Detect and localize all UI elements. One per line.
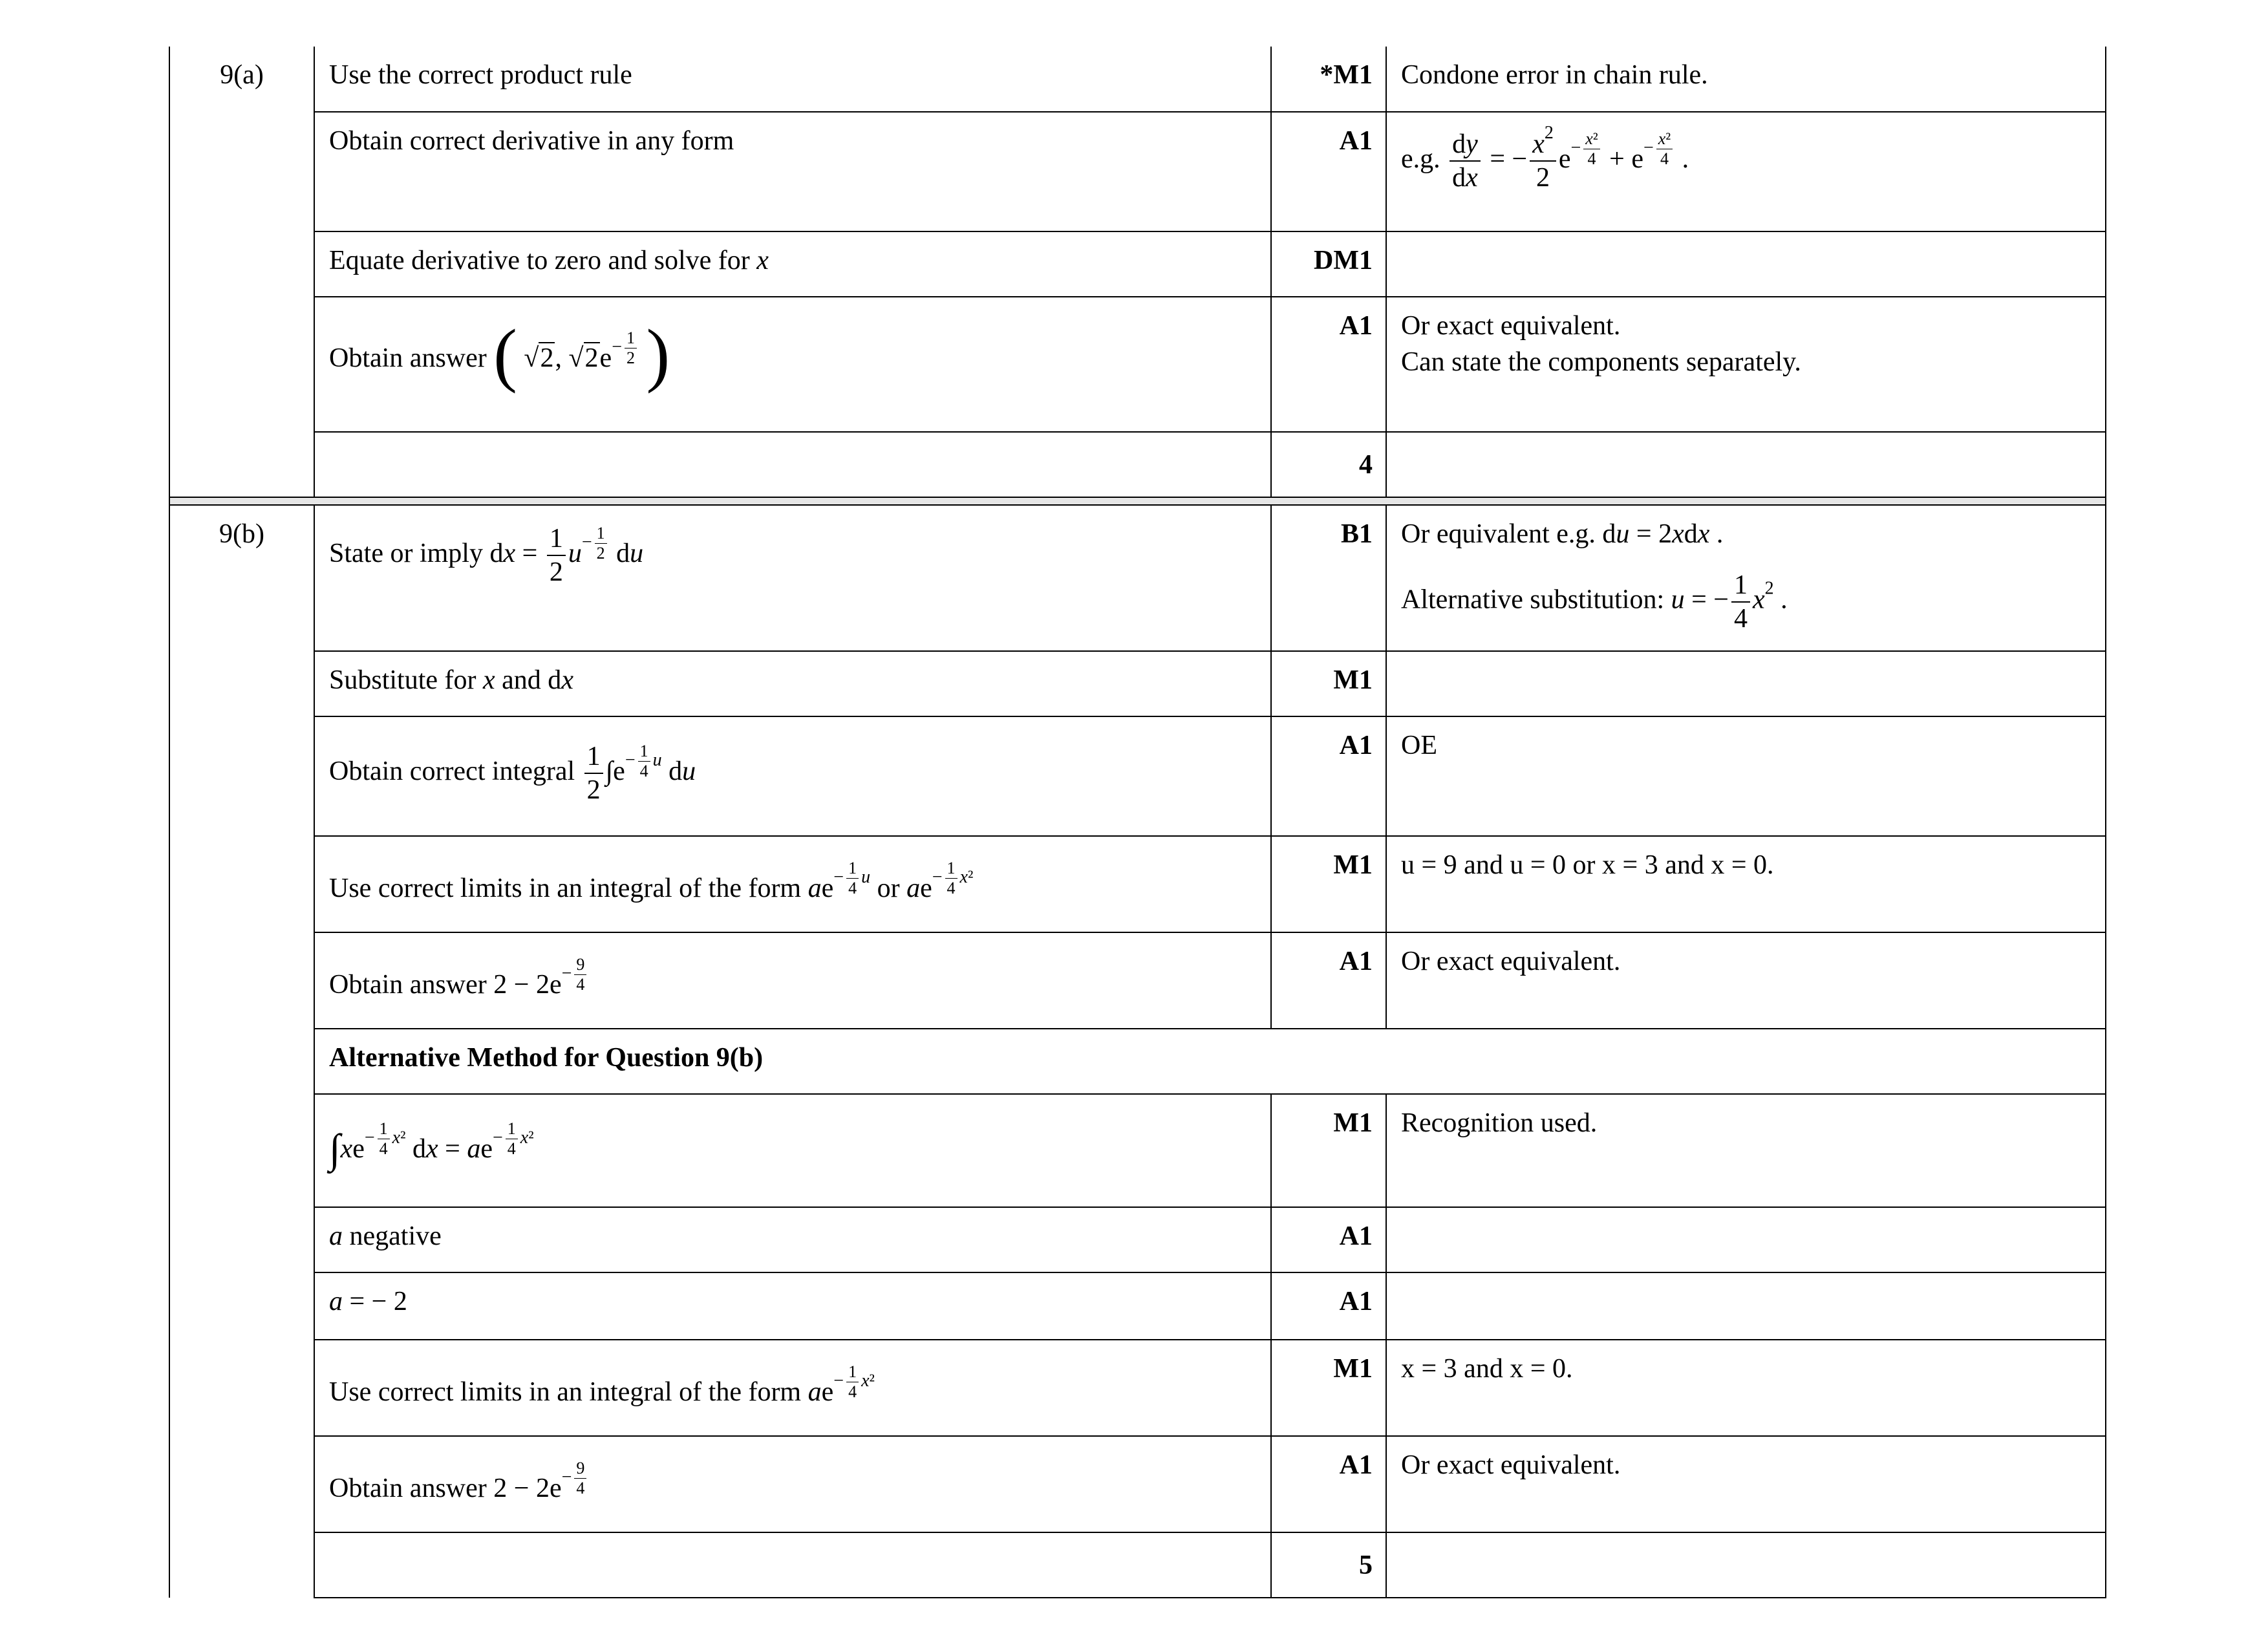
guidance: [1386, 1207, 2106, 1272]
guidance: Recognition used.: [1386, 1094, 2106, 1207]
table-row: [169, 1207, 2106, 1272]
guidance: x = 3 and x = 0.: [1386, 1340, 2106, 1436]
answer-text: Obtain correct derivative in any form: [314, 112, 1271, 231]
table-row: [169, 1436, 2106, 1532]
answer-text: Obtain answer ( √2, $√2e^{- \frac{1}{2}}$ ): [314, 297, 1271, 432]
table-row: [169, 1532, 2106, 1598]
answer-text: [314, 432, 1271, 497]
answer-text: [314, 1532, 1271, 1598]
guidance: Or exact equivalent.: [1386, 932, 2106, 1029]
answer-text: Obtain answer $2 - 2e^{- \frac{9}{4}}$: [314, 1436, 1271, 1532]
mark-scheme-table: [169, 47, 2105, 1598]
mark: M1: [1271, 1340, 1386, 1436]
table-row: [169, 297, 2106, 432]
guidance: [1386, 231, 2106, 297]
table-row: [169, 231, 2106, 297]
mark-total: 4: [1271, 432, 1386, 497]
mark: A1: [1271, 1436, 1386, 1532]
answer-text: Obtain correct integral $\frac{1}{2}$ $\int e^{- \frac{1}{4} u}$ du: [314, 716, 1271, 836]
table-row: [169, 1272, 2106, 1340]
mark: A1: [1271, 932, 1386, 1029]
alternative-method-header: Alternative Method for Question 9(b): [314, 1029, 2106, 1094]
mark: A1: [1271, 716, 1386, 836]
guidance: Or equivalent e.g. du = 2xdx . Alternative substitution: u = − $\frac{1}{4}$ $x^2$ .: [1386, 505, 2106, 651]
guidance: [1386, 651, 2106, 716]
answer-formula: ( √2, $√2e^{- \frac{1}{2}}$ ): [493, 314, 670, 394]
answer-text: Use correct limits in an integral of the form $ae^{- \frac{1}{4} u}$ or $ae^{- \frac{1}{4} x^2}$: [314, 836, 1271, 932]
table-row: [169, 505, 2106, 651]
table-row: [169, 432, 2106, 497]
guidance: OE: [1386, 716, 2106, 836]
substitution-formula: dx = $\frac{1}{2}$ $u^{- \frac{1}{2}}$ du: [489, 524, 644, 588]
answer-text: Substitute for x and dx: [314, 651, 1271, 716]
derivative-formula: $\frac{dy}{dx}$ = − $\frac{x^2}{2}$ $e^{- \frac{\text{x²}}{4}}$ + $e^{- \frac{\text{x²}}{4}}$ .: [1447, 144, 1689, 174]
table-row: [169, 836, 2106, 932]
guidance: [1386, 432, 2106, 497]
integral-recognition-formula: $\int xe^{- \frac{1}{4} x^2}$ dx = $ae^{- \frac{1}{4} x^2}$: [329, 1119, 534, 1172]
table-row: [169, 716, 2106, 836]
mark: M1: [1271, 836, 1386, 932]
answer-text: State or imply dx = $\frac{1}{2}$ $u^{- \frac{1}{2}}$ du: [314, 505, 1271, 651]
answer-text: Use the correct product rule: [314, 47, 1271, 112]
answer-text: a negative: [314, 1207, 1271, 1272]
mark: DM1: [1271, 231, 1386, 297]
integral-formula: $\frac{1}{2}$ $\int e^{- \frac{1}{4} u}$ du: [582, 756, 696, 786]
mark: A1: [1271, 297, 1386, 432]
answer-text: [314, 1094, 1271, 1207]
section-divider: [169, 497, 2106, 505]
guidance: [1386, 112, 2106, 231]
answer-text: a = − 2: [314, 1272, 1271, 1340]
mark: *M1: [1271, 47, 1386, 112]
answer-text: Use correct limits in an integral of the form $ae^{- \frac{1}{4} x^2}$: [314, 1340, 1271, 1436]
table-row: [169, 1340, 2106, 1436]
guidance: Or exact equivalent. Can state the components separately.: [1386, 297, 2106, 432]
question-label: 9(a): [169, 47, 314, 497]
table-row: [169, 651, 2106, 716]
table-row: [169, 1094, 2106, 1207]
table-row: [169, 47, 2106, 112]
table-row: [169, 932, 2106, 1029]
mark-total: 5: [1271, 1532, 1386, 1598]
guidance-prefix: e.g.: [1401, 144, 1440, 174]
answer-text: Obtain answer $2 - 2e^{- \frac{9}{4}}$: [314, 932, 1271, 1029]
guidance: Or exact equivalent.: [1386, 1436, 2106, 1532]
guidance: [1386, 1272, 2106, 1340]
mark: A1: [1271, 112, 1386, 231]
guidance: Condone error in chain rule.: [1386, 47, 2106, 112]
answer-text: Equate derivative to zero and solve for x: [314, 231, 1271, 297]
mark: B1: [1271, 505, 1386, 651]
question-label: 9(b): [169, 505, 314, 1598]
mark: M1: [1271, 1094, 1386, 1207]
guidance: [1386, 1532, 2106, 1598]
mark: A1: [1271, 1207, 1386, 1272]
table-row: [169, 1029, 2106, 1094]
table-row: [169, 112, 2106, 231]
guidance: u = 9 and u = 0 or x = 3 and x = 0.: [1386, 836, 2106, 932]
mark: M1: [1271, 651, 1386, 716]
mark: A1: [1271, 1272, 1386, 1340]
